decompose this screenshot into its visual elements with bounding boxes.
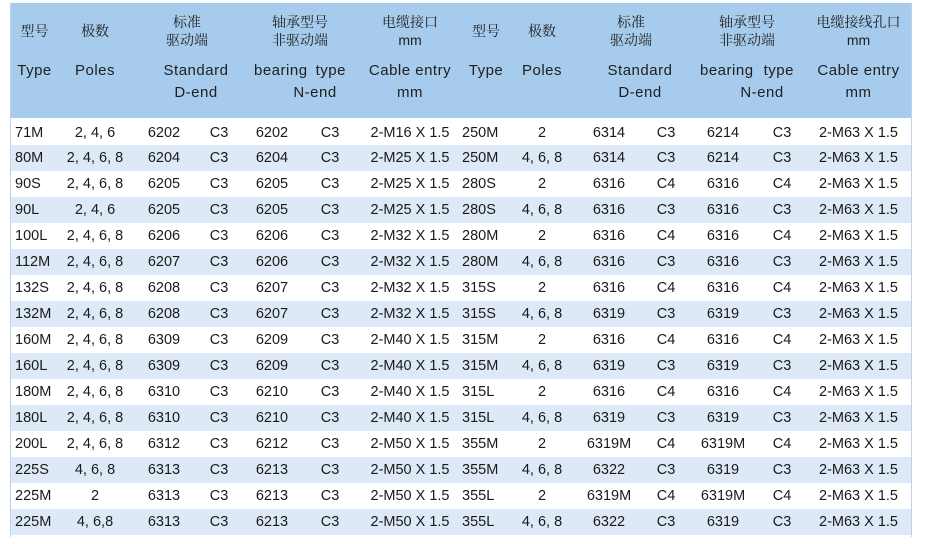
cell-cable-entry: 2-M32 X 1.5 xyxy=(358,301,462,327)
cell-cable-entry2: 2-M63 X 1.5 xyxy=(806,509,911,535)
header-type-cn: 型号 xyxy=(11,3,58,58)
table-row xyxy=(11,249,911,275)
header-cable2-unit: mm xyxy=(845,84,872,101)
cell-dend-bearing2: 6316 xyxy=(574,327,644,353)
cell-dend-bearing: 6205 xyxy=(132,171,196,197)
cell-type: 160L xyxy=(11,353,58,379)
table-row xyxy=(11,171,911,197)
cell-cable-entry: 2-M50 X 1.5 xyxy=(358,483,462,509)
cell-nend-clearance: C3 xyxy=(302,379,358,405)
cell-cable-entry: 2-M40 X 1.5 xyxy=(358,327,462,353)
cell-nend-clearance: C3 xyxy=(302,327,358,353)
cell-dend-bearing: 6313 xyxy=(132,483,196,509)
table-row xyxy=(11,327,911,353)
cell-poles: 2, 4, 6, 8 xyxy=(58,353,132,379)
cell-type2: 250M xyxy=(462,119,510,145)
cell-cable-entry2: 2-M63 X 1.5 xyxy=(806,379,911,405)
cell-nend-bearing2: 6316 xyxy=(688,197,758,223)
cell-type: 132S xyxy=(11,275,58,301)
cell-cable-entry2: 2-M63 X 1.5 xyxy=(806,431,911,457)
cell-cable-entry: 2-M16 X 1.5 xyxy=(358,119,462,145)
header-bearing-nend2-en xyxy=(688,58,806,119)
cell-dend-bearing2: 6322 xyxy=(574,457,644,483)
cell-dend-clearance: C3 xyxy=(196,327,242,353)
cell-cable-entry: 2-M32 X 1.5 xyxy=(358,249,462,275)
table-row xyxy=(11,119,911,145)
cell-poles2: 2 xyxy=(510,431,574,457)
cell-nend-bearing: 6206 xyxy=(242,249,302,275)
cell-poles: 2, 4, 6, 8 xyxy=(58,327,132,353)
cell-dend-bearing: 6205 xyxy=(132,197,196,223)
cell-poles2: 4, 6, 8 xyxy=(510,509,574,535)
cell-dend-clearance: C3 xyxy=(196,457,242,483)
cell-dend-bearing2: 6319 xyxy=(574,405,644,431)
cell-type: 225S xyxy=(11,457,58,483)
cell-type: 100L xyxy=(11,223,58,249)
cell-dend-clearance: C3 xyxy=(196,509,242,535)
cell-cable-entry: 2-M25 X 1.5 xyxy=(358,197,462,223)
cell-nend-bearing2: 6319 xyxy=(688,509,758,535)
cell-dend-bearing: 6313 xyxy=(132,509,196,535)
cell-cable-entry2: 2-M63 X 1.5 xyxy=(806,301,911,327)
table-header xyxy=(11,3,911,119)
cell-dend-clearance: C3 xyxy=(196,119,242,145)
cell-poles: 4, 6,8 xyxy=(58,509,132,535)
cell-dend-clearance: C3 xyxy=(196,249,242,275)
cell-cable-entry2: 2-M63 X 1.5 xyxy=(806,197,911,223)
header-standard-dend2-cn: 标准 驱动端 xyxy=(574,3,688,58)
cell-dend-clearance2: C3 xyxy=(644,249,688,275)
cell-type2: 315S xyxy=(462,275,510,301)
table-row xyxy=(11,197,911,223)
cell-poles: 2, 4, 6, 8 xyxy=(58,379,132,405)
header-cable-unit: mm xyxy=(397,84,423,101)
cell-dend-clearance2: C4 xyxy=(644,275,688,301)
cell-nend-bearing: 6213 xyxy=(242,457,302,483)
cell-cable-entry: 2-M25 X 1.5 xyxy=(358,171,462,197)
header-poles2-cn: 极数 xyxy=(510,3,574,58)
cell-dend-clearance2: C4 xyxy=(644,431,688,457)
cell-poles2: 2 xyxy=(510,171,574,197)
cell-poles: 2, 4, 6, 8 xyxy=(58,275,132,301)
cell-nend-clearance: C3 xyxy=(302,509,358,535)
cell-type: 160M xyxy=(11,327,58,353)
cell-poles: 2, 4, 6, 8 xyxy=(58,405,132,431)
cell-dend-clearance: C3 xyxy=(196,405,242,431)
cell-type: 80M xyxy=(11,145,58,171)
table-row xyxy=(11,405,911,431)
cell-type2: 315L xyxy=(462,405,510,431)
table-row xyxy=(11,509,911,535)
cell-nend-bearing: 6210 xyxy=(242,379,302,405)
header-row-chinese xyxy=(11,3,911,58)
cell-type2: 250M xyxy=(462,145,510,171)
header-standard-dend-cn: 标准 驱动端 xyxy=(132,3,242,58)
header-bearing-word: bearing xyxy=(254,62,308,79)
header-type-en: Type xyxy=(11,58,58,119)
spec-table-frame xyxy=(10,3,912,537)
cell-nend-bearing: 6210 xyxy=(242,405,302,431)
cell-cable-entry: 2-M40 X 1.5 xyxy=(358,353,462,379)
cell-dend-bearing2: 6316 xyxy=(574,379,644,405)
cell-type2: 280M xyxy=(462,223,510,249)
cell-nend-clearance2: C3 xyxy=(758,509,806,535)
cell-dend-bearing2: 6319 xyxy=(574,353,644,379)
cell-type: 132M xyxy=(11,301,58,327)
cell-cable-entry2: 2-M63 X 1.5 xyxy=(806,457,911,483)
cell-dend-bearing: 6312 xyxy=(132,431,196,457)
header-nend-label: N-end xyxy=(293,84,337,101)
cell-dend-bearing: 6202 xyxy=(132,119,196,145)
header-standard-dend2-en xyxy=(574,58,688,119)
cell-nend-clearance: C3 xyxy=(302,431,358,457)
cell-dend-clearance2: C4 xyxy=(644,483,688,509)
cell-dend-bearing: 6208 xyxy=(132,301,196,327)
table-body xyxy=(11,119,911,535)
header-cable-entry-cn: 电缆接口 mm xyxy=(358,3,462,58)
header-bearing-nend-en xyxy=(242,58,358,119)
cell-nend-clearance2: C3 xyxy=(758,119,806,145)
table-row xyxy=(11,431,911,457)
cell-dend-clearance: C3 xyxy=(196,353,242,379)
header-cable-entry-label: Cable entry xyxy=(368,62,452,79)
cell-nend-bearing2: 6214 xyxy=(688,145,758,171)
cell-nend-bearing2: 6214 xyxy=(688,119,758,145)
cell-type: 200L xyxy=(11,431,58,457)
header-type2-en: Type xyxy=(462,58,510,119)
table-row xyxy=(11,353,911,379)
header-standard-label: Standard xyxy=(163,62,229,79)
cell-dend-bearing: 6204 xyxy=(132,145,196,171)
cell-poles2: 2 xyxy=(510,275,574,301)
cell-cable-entry: 2-M50 X 1.5 xyxy=(358,431,462,457)
cell-dend-bearing2: 6316 xyxy=(574,275,644,301)
table-row xyxy=(11,145,911,171)
cell-type2: 355M xyxy=(462,457,510,483)
cell-nend-clearance2: C4 xyxy=(758,327,806,353)
cell-poles2: 2 xyxy=(510,483,574,509)
cell-dend-bearing: 6309 xyxy=(132,353,196,379)
header-cable-entry2-label: Cable entry xyxy=(817,62,900,79)
cell-cable-entry: 2-M32 X 1.5 xyxy=(358,223,462,249)
cell-type2: 315M xyxy=(462,353,510,379)
cell-nend-clearance2: C3 xyxy=(758,457,806,483)
cell-poles: 2, 4, 6 xyxy=(58,197,132,223)
cell-cable-entry2: 2-M63 X 1.5 xyxy=(806,327,911,353)
header-dend-label: D-end xyxy=(174,84,218,101)
cell-type2: 315L xyxy=(462,379,510,405)
cell-nend-clearance: C3 xyxy=(302,301,358,327)
cell-poles2: 4, 6, 8 xyxy=(510,405,574,431)
cell-dend-clearance2: C4 xyxy=(644,327,688,353)
cell-nend-bearing: 6213 xyxy=(242,509,302,535)
cell-poles: 2 xyxy=(58,483,132,509)
cell-dend-clearance: C3 xyxy=(196,275,242,301)
cell-dend-bearing2: 6316 xyxy=(574,249,644,275)
cell-dend-clearance: C3 xyxy=(196,483,242,509)
table-row xyxy=(11,301,911,327)
cell-poles2: 2 xyxy=(510,379,574,405)
cell-dend-bearing2: 6314 xyxy=(574,119,644,145)
header-nend2-label: N-end xyxy=(740,84,784,101)
cell-poles2: 4, 6, 8 xyxy=(510,353,574,379)
cell-type: 225M xyxy=(11,509,58,535)
header-bearing-nend2-cn: 轴承型号 非驱动端 xyxy=(688,3,806,58)
cell-dend-clearance: C3 xyxy=(196,197,242,223)
cell-nend-bearing2: 6316 xyxy=(688,171,758,197)
cell-nend-bearing2: 6319 xyxy=(688,405,758,431)
cell-cable-entry2: 2-M63 X 1.5 xyxy=(806,145,911,171)
cell-nend-bearing2: 6316 xyxy=(688,379,758,405)
cell-dend-bearing2: 6314 xyxy=(574,145,644,171)
cell-cable-entry2: 2-M63 X 1.5 xyxy=(806,405,911,431)
cell-type: 90S xyxy=(11,171,58,197)
cell-nend-bearing: 6205 xyxy=(242,171,302,197)
cell-nend-bearing: 6202 xyxy=(242,119,302,145)
cell-dend-clearance2: C3 xyxy=(644,301,688,327)
cell-cable-entry: 2-M32 X 1.5 xyxy=(358,275,462,301)
cell-poles: 2, 4, 6, 8 xyxy=(58,249,132,275)
cell-nend-clearance2: C3 xyxy=(758,353,806,379)
cell-poles2: 4, 6, 8 xyxy=(510,457,574,483)
cell-type2: 280S xyxy=(462,171,510,197)
cell-dend-clearance2: C4 xyxy=(644,171,688,197)
cell-nend-bearing2: 6319M xyxy=(688,483,758,509)
cell-cable-entry2: 2-M63 X 1.5 xyxy=(806,119,911,145)
cell-dend-bearing: 6310 xyxy=(132,379,196,405)
cell-dend-clearance: C3 xyxy=(196,431,242,457)
cell-poles: 2, 4, 6, 8 xyxy=(58,431,132,457)
cell-type2: 315M xyxy=(462,327,510,353)
cell-dend-clearance: C3 xyxy=(196,301,242,327)
cell-poles2: 4, 6, 8 xyxy=(510,249,574,275)
cell-poles: 4, 6, 8 xyxy=(58,457,132,483)
cell-dend-clearance2: C4 xyxy=(644,223,688,249)
cell-type: 90L xyxy=(11,197,58,223)
cell-nend-bearing: 6213 xyxy=(242,483,302,509)
cell-poles: 2, 4, 6, 8 xyxy=(58,171,132,197)
cell-nend-clearance: C3 xyxy=(302,405,358,431)
cell-poles: 2, 4, 6 xyxy=(58,119,132,145)
bearing-spec-table xyxy=(11,3,911,535)
cell-type2: 355L xyxy=(462,483,510,509)
cell-nend-clearance: C3 xyxy=(302,249,358,275)
cell-dend-bearing2: 6319M xyxy=(574,431,644,457)
cell-nend-clearance: C3 xyxy=(302,483,358,509)
cell-nend-clearance2: C4 xyxy=(758,483,806,509)
cell-dend-bearing: 6207 xyxy=(132,249,196,275)
cell-nend-clearance2: C4 xyxy=(758,275,806,301)
table-row xyxy=(11,275,911,301)
cell-nend-bearing2: 6319 xyxy=(688,301,758,327)
cell-nend-bearing2: 6316 xyxy=(688,249,758,275)
cell-poles: 2, 4, 6, 8 xyxy=(58,145,132,171)
cell-nend-bearing2: 6316 xyxy=(688,275,758,301)
cell-nend-clearance2: C4 xyxy=(758,171,806,197)
cell-dend-clearance: C3 xyxy=(196,171,242,197)
cell-nend-clearance: C3 xyxy=(302,457,358,483)
header-bearing-nend-cn: 轴承型号 非驱动端 xyxy=(242,3,358,58)
header-type2-word: type xyxy=(763,62,794,79)
cell-cable-entry2: 2-M63 X 1.5 xyxy=(806,223,911,249)
cell-dend-clearance: C3 xyxy=(196,379,242,405)
cell-dend-clearance2: C3 xyxy=(644,353,688,379)
cell-dend-clearance2: C3 xyxy=(644,509,688,535)
cell-type2: 280S xyxy=(462,197,510,223)
cell-nend-bearing: 6207 xyxy=(242,301,302,327)
cell-cable-entry: 2-M50 X 1.5 xyxy=(358,509,462,535)
cell-type: 112M xyxy=(11,249,58,275)
header-dend2-label: D-end xyxy=(618,84,662,101)
cell-nend-clearance: C3 xyxy=(302,197,358,223)
cell-nend-bearing: 6206 xyxy=(242,223,302,249)
cell-nend-bearing: 6205 xyxy=(242,197,302,223)
header-type2-cn: 型号 xyxy=(462,3,510,58)
cell-dend-bearing: 6208 xyxy=(132,275,196,301)
cell-cable-entry: 2-M50 X 1.5 xyxy=(358,457,462,483)
cell-dend-clearance: C3 xyxy=(196,145,242,171)
header-cable-entry2-cn: 电缆接线孔口 mm xyxy=(806,3,911,58)
table-row xyxy=(11,379,911,405)
cell-nend-bearing: 6209 xyxy=(242,327,302,353)
cell-type: 180L xyxy=(11,405,58,431)
cell-poles2: 4, 6, 8 xyxy=(510,145,574,171)
cell-dend-clearance2: C3 xyxy=(644,119,688,145)
header-bearing2-word: bearing xyxy=(700,62,754,79)
cell-nend-bearing2: 6319M xyxy=(688,431,758,457)
cell-nend-clearance: C3 xyxy=(302,223,358,249)
cell-poles2: 2 xyxy=(510,327,574,353)
header-bearing-type-line xyxy=(242,60,358,82)
cell-cable-entry2: 2-M63 X 1.5 xyxy=(806,353,911,379)
cell-nend-clearance: C3 xyxy=(302,275,358,301)
header-poles2-en: Poles xyxy=(510,58,574,119)
cell-dend-clearance: C3 xyxy=(196,223,242,249)
cell-dend-bearing: 6206 xyxy=(132,223,196,249)
cell-cable-entry: 2-M40 X 1.5 xyxy=(358,405,462,431)
cell-nend-clearance2: C3 xyxy=(758,301,806,327)
table-row xyxy=(11,457,911,483)
cell-dend-bearing: 6309 xyxy=(132,327,196,353)
cell-dend-bearing2: 6316 xyxy=(574,197,644,223)
cell-poles2: 2 xyxy=(510,119,574,145)
cell-poles2: 4, 6, 8 xyxy=(510,197,574,223)
cell-dend-clearance2: C3 xyxy=(644,405,688,431)
cell-nend-clearance2: C3 xyxy=(758,145,806,171)
cell-poles: 2, 4, 6, 8 xyxy=(58,301,132,327)
cell-type: 180M xyxy=(11,379,58,405)
cell-cable-entry2: 2-M63 X 1.5 xyxy=(806,249,911,275)
cell-type2: 280M xyxy=(462,249,510,275)
cell-nend-bearing2: 6316 xyxy=(688,327,758,353)
cell-dend-clearance2: C3 xyxy=(644,145,688,171)
cell-cable-entry: 2-M25 X 1.5 xyxy=(358,145,462,171)
cell-nend-clearance: C3 xyxy=(302,353,358,379)
cell-dend-clearance2: C4 xyxy=(644,379,688,405)
cell-nend-clearance2: C4 xyxy=(758,431,806,457)
cell-cable-entry2: 2-M63 X 1.5 xyxy=(806,483,911,509)
cell-nend-bearing2: 6316 xyxy=(688,223,758,249)
cell-cable-entry2: 2-M63 X 1.5 xyxy=(806,275,911,301)
cell-poles: 2, 4, 6, 8 xyxy=(58,223,132,249)
cell-dend-clearance2: C3 xyxy=(644,457,688,483)
cell-nend-clearance2: C4 xyxy=(758,379,806,405)
cell-nend-clearance: C3 xyxy=(302,171,358,197)
cell-type2: 355L xyxy=(462,509,510,535)
cell-nend-clearance: C3 xyxy=(302,145,358,171)
header-row-english xyxy=(11,58,911,119)
cell-dend-bearing2: 6316 xyxy=(574,171,644,197)
cell-dend-bearing2: 6319M xyxy=(574,483,644,509)
table-row xyxy=(11,223,911,249)
cell-type: 225M xyxy=(11,483,58,509)
cell-cable-entry: 2-M40 X 1.5 xyxy=(358,379,462,405)
cell-nend-bearing: 6207 xyxy=(242,275,302,301)
cell-type2: 315S xyxy=(462,301,510,327)
cell-poles2: 4, 6, 8 xyxy=(510,301,574,327)
cell-nend-clearance2: C3 xyxy=(758,249,806,275)
cell-dend-bearing: 6313 xyxy=(132,457,196,483)
cell-poles2: 2 xyxy=(510,223,574,249)
cell-dend-bearing2: 6319 xyxy=(574,301,644,327)
cell-nend-bearing: 6212 xyxy=(242,431,302,457)
header-cable-entry2-en xyxy=(806,58,911,119)
cell-cable-entry2: 2-M63 X 1.5 xyxy=(806,171,911,197)
cell-nend-clearance2: C4 xyxy=(758,223,806,249)
cell-type2: 355M xyxy=(462,431,510,457)
header-type-word: type xyxy=(315,62,346,79)
header-poles-en: Poles xyxy=(58,58,132,119)
cell-nend-clearance2: C3 xyxy=(758,197,806,223)
cell-nend-clearance: C3 xyxy=(302,119,358,145)
header-poles-cn: 极数 xyxy=(58,3,132,58)
cell-nend-clearance2: C3 xyxy=(758,405,806,431)
cell-nend-bearing2: 6319 xyxy=(688,353,758,379)
cell-dend-bearing: 6310 xyxy=(132,405,196,431)
header-standard-dend-en xyxy=(132,58,242,119)
cell-dend-clearance2: C3 xyxy=(644,197,688,223)
table-row xyxy=(11,483,911,509)
cell-dend-bearing2: 6316 xyxy=(574,223,644,249)
cell-nend-bearing: 6209 xyxy=(242,353,302,379)
cell-type: 71M xyxy=(11,119,58,145)
cell-nend-bearing: 6204 xyxy=(242,145,302,171)
header-standard2-label: Standard xyxy=(607,62,673,79)
header-bearing-type2-line xyxy=(688,60,806,82)
header-cable-entry-en xyxy=(358,58,462,119)
cell-nend-bearing2: 6319 xyxy=(688,457,758,483)
cell-dend-bearing2: 6322 xyxy=(574,509,644,535)
